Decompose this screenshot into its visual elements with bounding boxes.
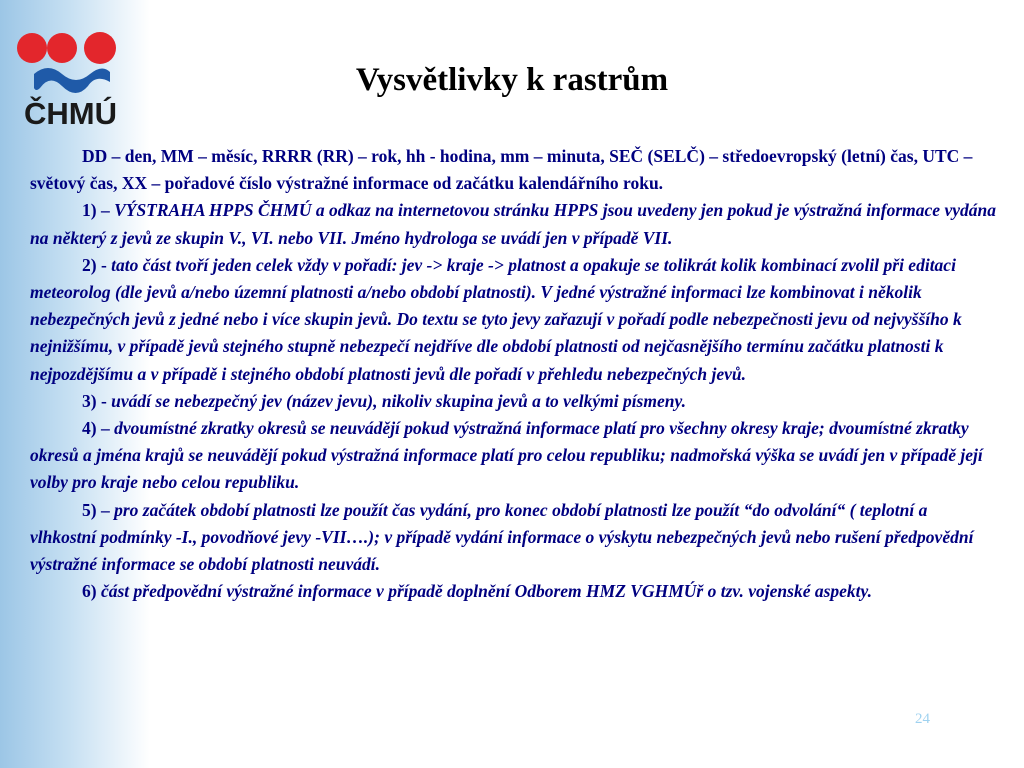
- note-5-number: 5) –: [82, 499, 115, 520]
- paragraph-abbreviations: [30, 143, 996, 197]
- paragraph-note-5: [30, 497, 996, 579]
- paragraph-note-4: [30, 415, 996, 497]
- note-3-number: 3) -: [82, 390, 112, 411]
- abbreviations-text: DD – den, MM – měsíc, RRRR (RR) – rok, hh - hodina, mm – minuta, SEČ (SELČ) – středoevropský (letní) čas, UTC – světový čas, XX – pořadové číslo výstražné informace od začátku kalendářního roku.: [30, 146, 973, 194]
- note-5-text: pro začátek období platnosti lze použít čas vydání, pro konec období platnosti lze použít “do odvolání“ ( teplotní a vlhkostní podmínky -I., povodňové jevy -VII….); v případě vydání informace o výskytu nebezpečných jevů nebo rušení předpovědní výstražné informace se období platnosti neuvádí.: [30, 499, 974, 575]
- note-1-number: 1) –: [82, 200, 115, 221]
- slide-body: [30, 143, 996, 605]
- note-1-text: VÝSTRAHA HPPS ČHMÚ a odkaz na internetovou stránku HPPS jsou uvedeny jen pokud je výstražná informace vydána na některý z jevů ze skupin V., VI. nebo VII. Jméno hydrologa se uvádí jen v případě VII.: [30, 200, 996, 248]
- page-number: 24: [915, 711, 930, 727]
- note-6-text: část předpovědní výstražné informace v případě doplnění Odborem HMZ VGHMÚř o tzv. vojenské aspekty.: [100, 581, 873, 602]
- note-2-text: tato část tvoří jeden celek vždy v pořadí: jev -> kraje -> platnost a opakuje se tolikrát kolik kombinací zvolil při editaci meteorolog (dle jevů a/nebo územní platnosti a/nebo období platnosti). V jedné výstražné informaci lze kombinovat i několik nebezpečných jevů z jedné nebo i více skupin jevů. Do textu se tyto jevy zařazují v pořadí podle nebezpečnosti jevu od nejvyššího k nejnižšímu, v případě jevů stejného stupně nebezpečí nejdříve dle období platnosti od nejčasnějšího termínu začátku platnosti k nejpozdějšímu a v případě i stejného období platnosti jevů dle pořadí v přehledu nebezpečných jevů.: [30, 254, 962, 384]
- logo-text: ČHMÚ: [24, 96, 117, 131]
- note-6-number: 6): [82, 581, 101, 602]
- paragraph-note-3: [30, 388, 996, 415]
- note-2-number: 2) -: [82, 254, 112, 275]
- logo-circle-left: [17, 33, 47, 63]
- logo-circle-right: [84, 32, 116, 64]
- paragraph-note-1: [30, 197, 996, 251]
- logo-circle-middle: [47, 33, 77, 63]
- note-4-text: dvoumístné zkratky okresů se neuvádějí pokud výstražná informace platí pro všechny okresy kraje; dvoumístné zkratky okresů a jména krajů se neuvádějí pokud výstražná informace platí pro celou republiku; nadmořská výška se uvádí jen v případě její volby pro kraje nebo celou republiku.: [30, 418, 983, 493]
- slide-title: Vysvětlivky k rastrům: [355, 62, 669, 98]
- note-3-text: uvádí se nebezpečný jev (název jevu), nikoliv skupina jevů a to velkými písmeny.: [111, 390, 686, 411]
- paragraph-note-2: [30, 252, 996, 388]
- note-4-number: 4) –: [82, 418, 115, 439]
- paragraph-note-6: [30, 578, 996, 605]
